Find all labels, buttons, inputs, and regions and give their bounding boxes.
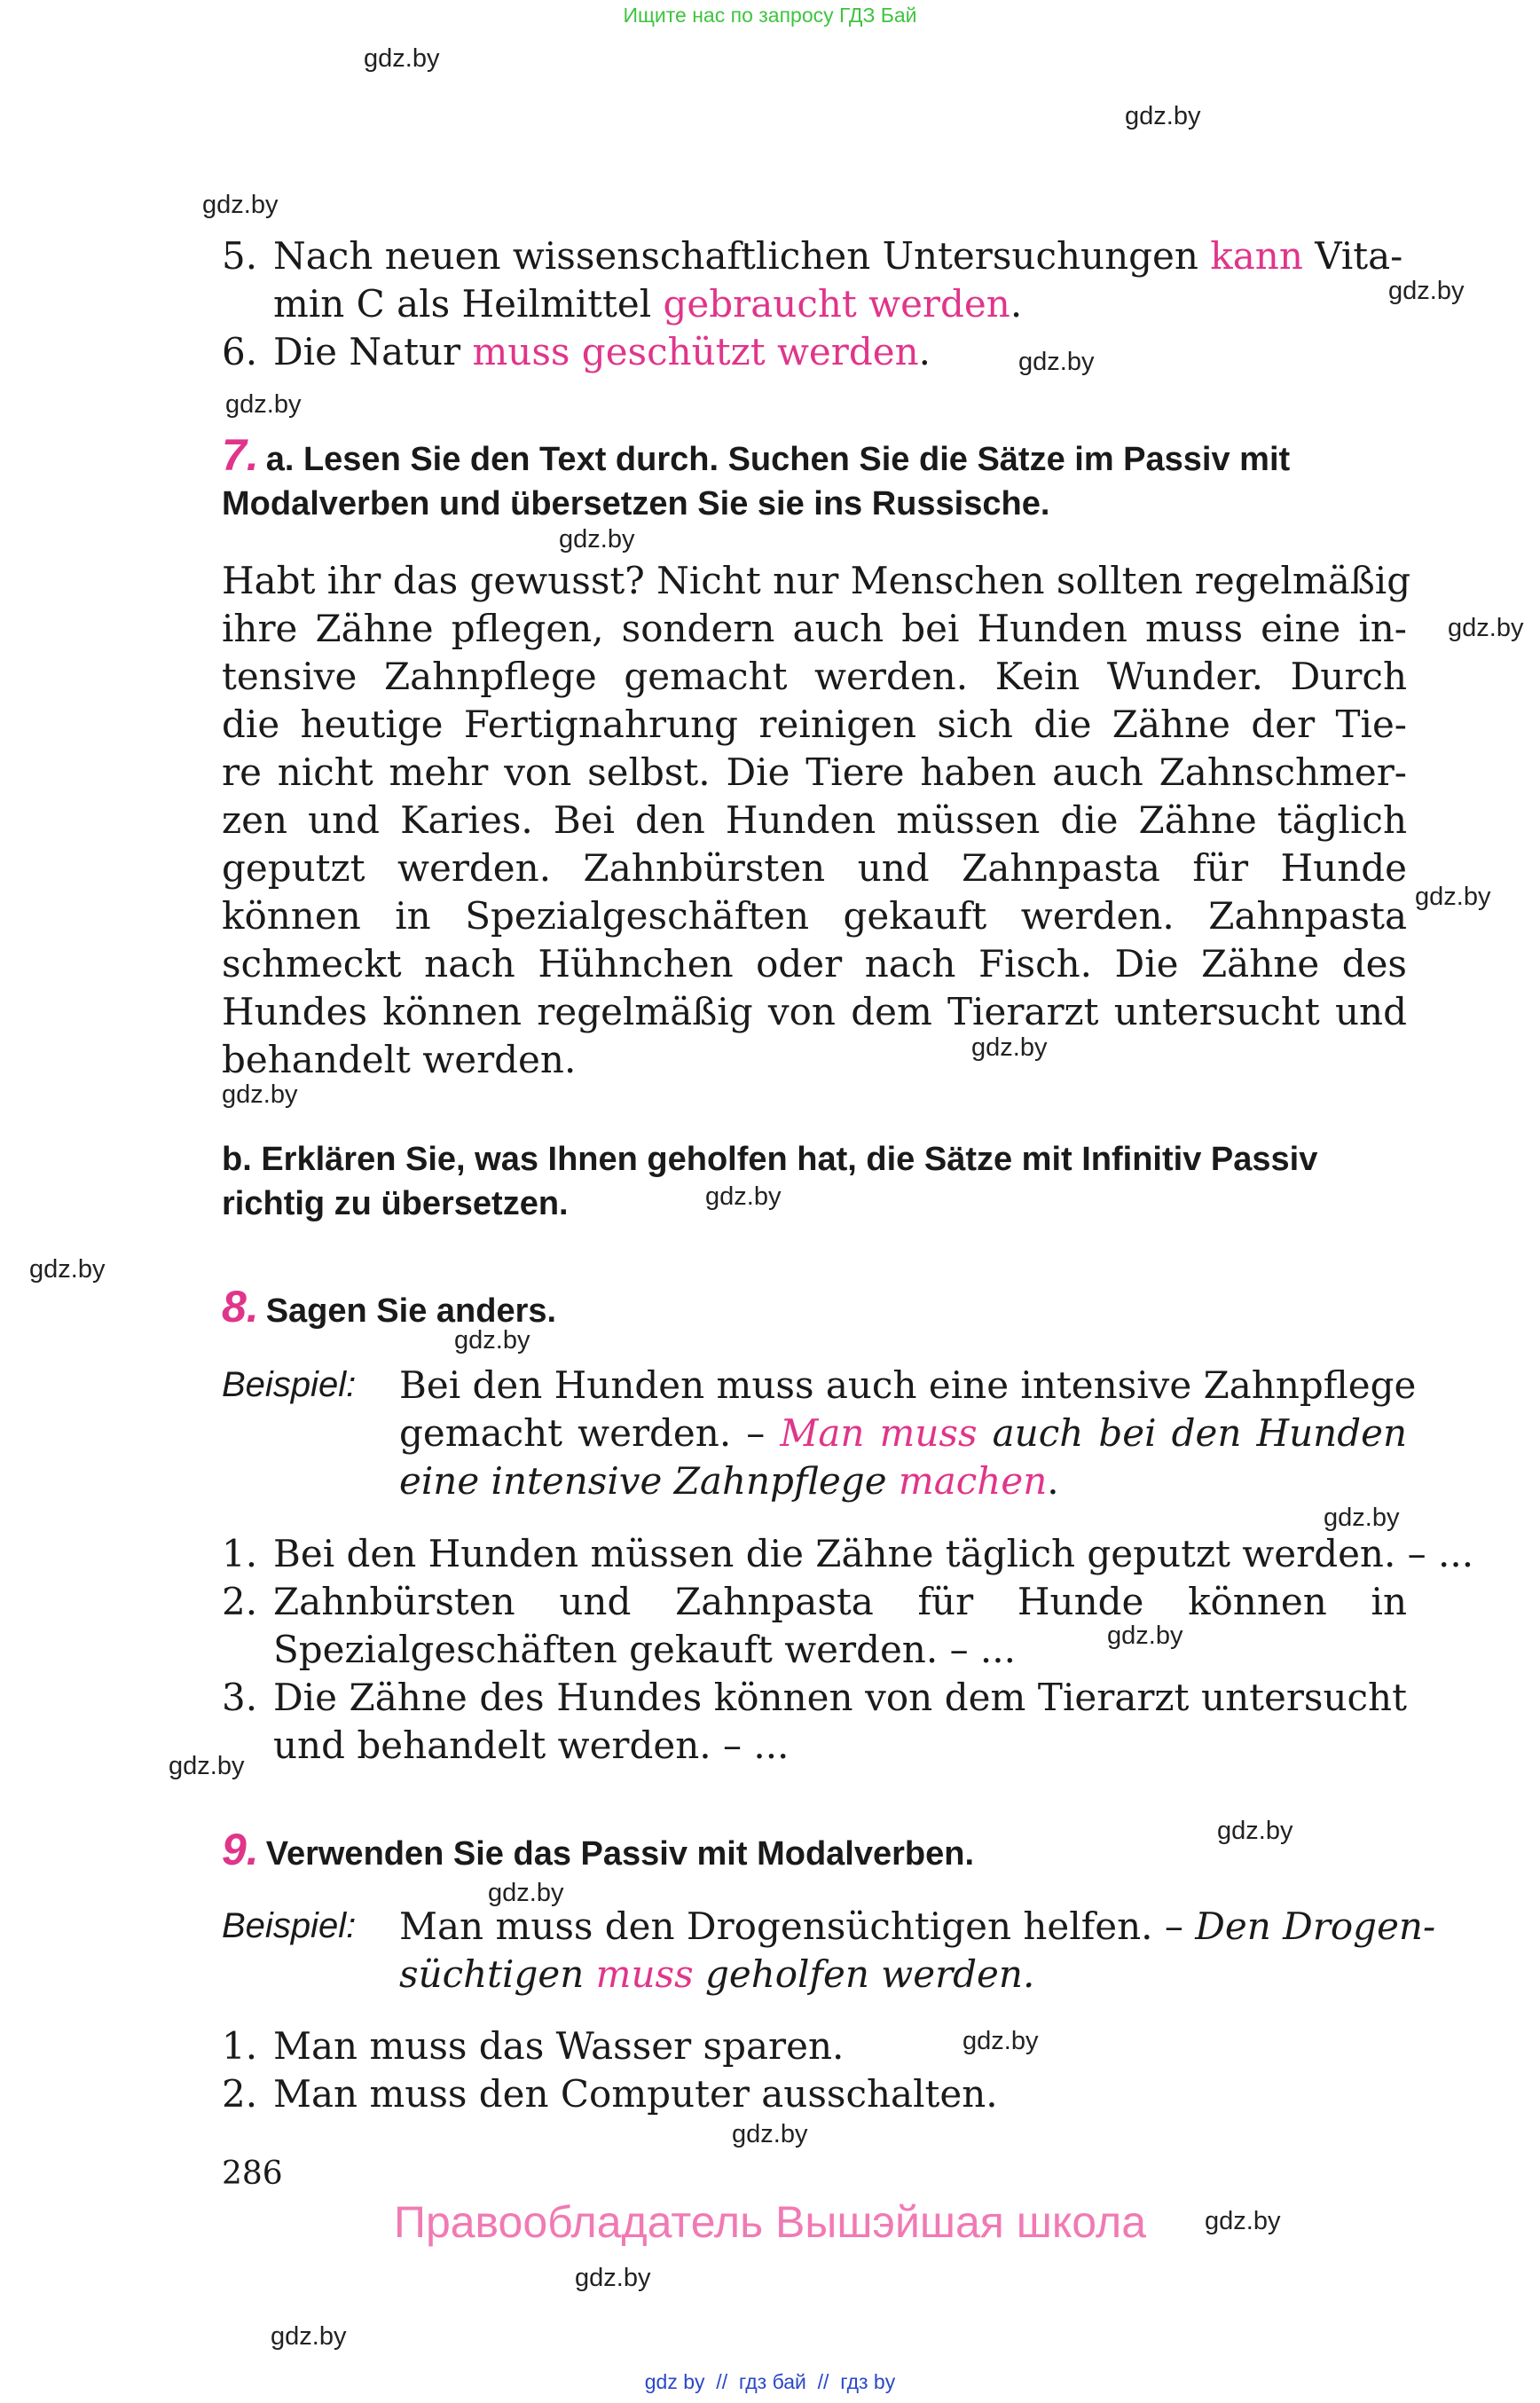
text-line: Hundes können regelmäßig von dem Tierarzt untersucht und — [222, 990, 1407, 1033]
task-9 — [222, 1827, 1407, 1876]
rights-holder: Правообладатель Вышэйшая школа — [394, 2197, 1146, 2247]
task-7-title-line2: Modalverben und übersetzen Sie sie ins Russische. — [222, 485, 1050, 522]
watermark: gdz.by — [454, 1326, 530, 1355]
watermark: gdz.by — [1448, 614, 1524, 642]
watermark: gdz.by — [1125, 102, 1201, 130]
example-line: Bei den Hunden muss auch eine intensive Zahnpflege — [399, 1363, 1417, 1407]
watermark: gdz.by — [488, 1879, 564, 1907]
watermark: gdz.by — [1415, 883, 1491, 911]
example-line: Man muss den Drogensüchtigen helfen. – Den Drogen- — [399, 1904, 1436, 1948]
watermark: gdz.by — [732, 2120, 808, 2148]
task-8-number: 8. — [222, 1282, 259, 1331]
task-7b-line2: richtig zu übersetzen. — [222, 1185, 569, 1222]
text-line: tensive Zahnpflege gemacht werden. Kein Wunder. Durch — [222, 655, 1407, 698]
bottom-links[interactable]: gdz by // гдз бай // гдз by — [644, 2370, 896, 2393]
page-number: 286 — [222, 2156, 283, 2192]
watermark: gdz.by — [575, 2264, 651, 2292]
watermark: gdz.by — [962, 2027, 1039, 2055]
list-item: 6. Die Natur muss geschützt werden. — [222, 330, 931, 373]
list-item: 2. Zahnbürsten und Zahnpasta für Hunde können in — [222, 1580, 1407, 1623]
task-7-text — [222, 557, 1411, 1084]
text-line: re nicht mehr von selbst. Die Tiere haben auch Zahnschmer- — [222, 750, 1407, 794]
task-7-title: 7. a. Lesen Sie den Text durch. Suchen Sie die Sätze im Passiv mit — [222, 430, 1291, 480]
task-9-title: 9. Verwenden Sie das Passiv mit Modalverben. — [222, 1825, 975, 1874]
text-line: können in Spezialgeschäften gekauft werden. Zahnpasta — [222, 894, 1407, 938]
task-7 — [222, 430, 1407, 526]
task-8-title: 8. Sagen Sie anders. — [222, 1282, 557, 1331]
watermark: gdz.by — [1205, 2207, 1281, 2235]
watermark: gdz.by — [29, 1255, 106, 1284]
list-item-continuation: und behandelt werden. – ... — [273, 1724, 790, 1767]
watermark: gdz.by — [1018, 348, 1095, 376]
watermark: gdz.by — [364, 44, 440, 73]
task-8-example — [222, 1362, 1417, 1505]
task-8 — [222, 1284, 1407, 1333]
watermark: gdz.by — [202, 191, 279, 219]
list-item: 3. Die Zähne des Hundes können von dem Tierarzt untersucht — [222, 1676, 1407, 1719]
example-line: süchtigen muss geholfen werden. — [399, 1952, 1035, 1996]
list-item: 2. Man muss den Computer ausschalten. — [222, 2072, 998, 2116]
list-item-continuation: min C als Heilmittel gebraucht werden. — [273, 282, 1023, 326]
task-7-number: 7. — [222, 430, 259, 480]
task-8-items — [222, 1530, 1474, 1770]
example-line: eine intensive Zahnpflege machen. — [399, 1459, 1059, 1503]
text-line: geputzt werden. Zahnbürsten und Zahnpasta für Hunde — [222, 846, 1407, 890]
watermark: gdz.by — [222, 1080, 298, 1109]
exercise-6-items — [222, 232, 1407, 376]
text-line: ihre Zähne pflegen, sondern auch bei Hunden muss eine in- — [222, 607, 1407, 650]
task-9-example — [222, 1903, 1436, 1999]
watermark: gdz.by — [1388, 277, 1465, 305]
task-9-items — [222, 2022, 1407, 2118]
text-line: behandelt werden. — [222, 1038, 577, 1081]
example-line: gemacht werden. – Man muss auch bei den Hunden — [399, 1411, 1407, 1455]
watermark: gdz.by — [271, 2322, 347, 2351]
text-line: die heutige Fertignahrung reinigen sich die Zähne der Tie- — [222, 703, 1407, 746]
task-7b — [222, 1137, 1407, 1226]
text-line: zen und Karies. Bei den Hunden müssen die Zähne täglich — [222, 798, 1407, 842]
top-banner: Ищите нас по запросу ГДЗ Бай — [623, 4, 917, 27]
watermark: gdz.by — [705, 1182, 782, 1211]
watermark: gdz.by — [971, 1033, 1048, 1062]
watermark: gdz.by — [1324, 1504, 1400, 1532]
watermark: gdz.by — [559, 525, 635, 554]
list-item-continuation: Spezialgeschäften gekauft werden. – ... — [273, 1628, 1016, 1671]
watermark: gdz.by — [225, 390, 302, 419]
text-line: schmeckt nach Hühnchen oder nach Fisch. Die Zähne des — [222, 942, 1407, 986]
list-item: 1. Bei den Hunden müssen die Zähne täglich geputzt werden. – ... — [222, 1532, 1474, 1575]
text-line: Habt ihr das gewusst? Nicht nur Menschen sollten regelmäßig — [222, 559, 1411, 602]
watermark: gdz.by — [1107, 1622, 1183, 1650]
watermark: gdz.by — [169, 1752, 245, 1780]
watermark: gdz.by — [1217, 1817, 1293, 1845]
beispiel-label: Beispiel: — [222, 1906, 357, 1945]
task-9-number: 9. — [222, 1825, 259, 1874]
task-7b-line1: b. Erklären Sie, was Ihnen geholfen hat, die Sätze mit Infinitiv Passiv — [222, 1141, 1318, 1178]
beispiel-label: Beispiel: — [222, 1365, 357, 1404]
list-item: 1. Man muss das Wasser sparen. — [222, 2024, 845, 2068]
list-item: 5. Nach neuen wissenschaftlichen Untersuchungen kann Vita- — [222, 234, 1403, 278]
